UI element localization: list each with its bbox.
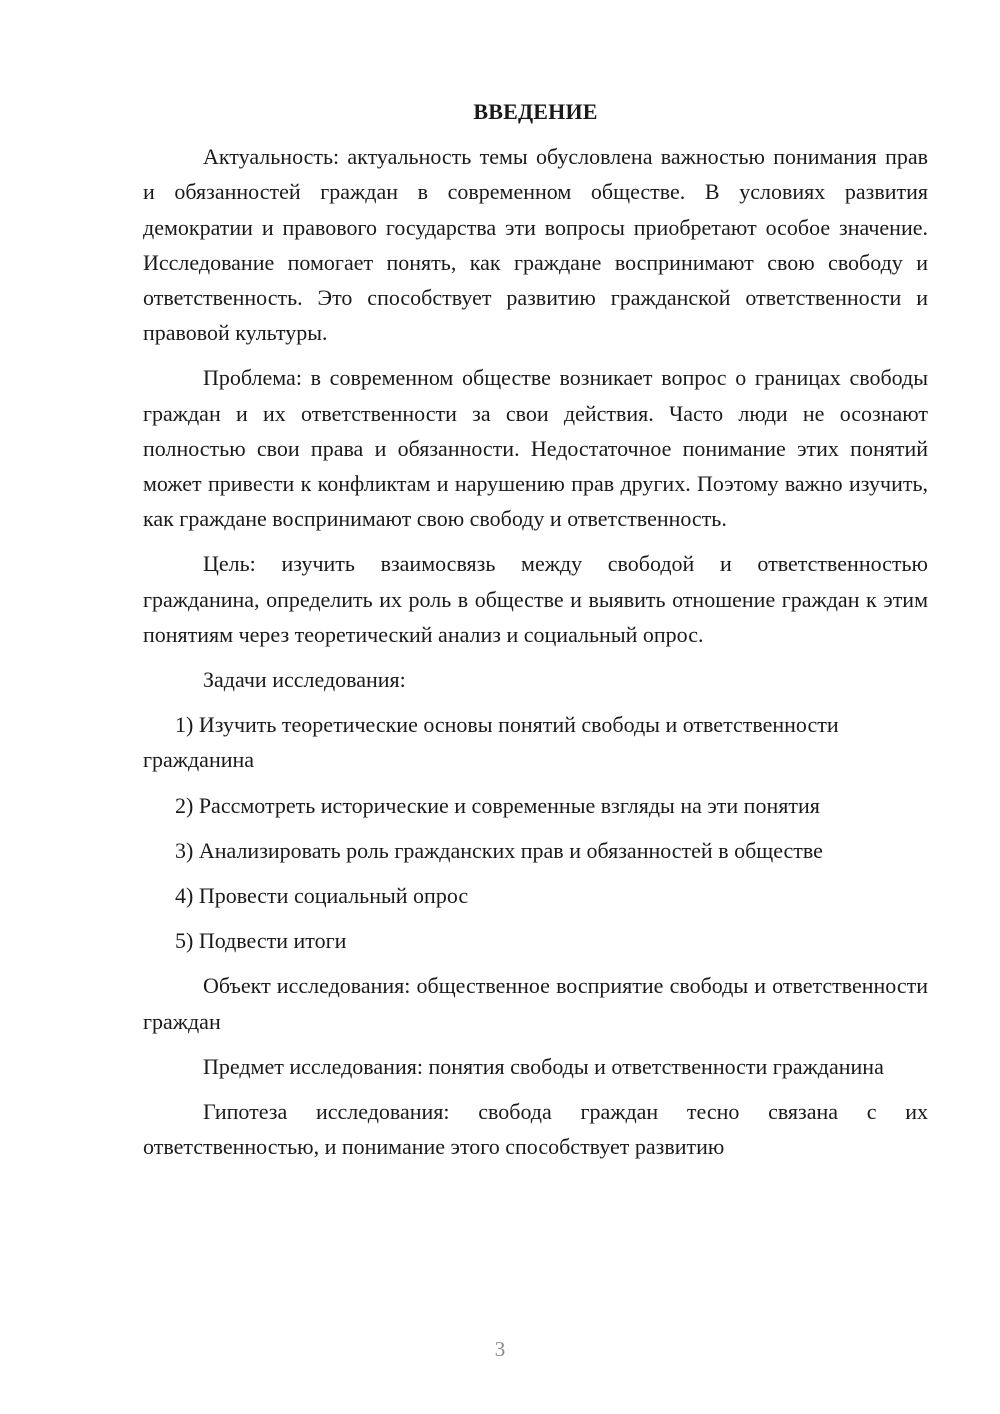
hypothesis-paragraph: Гипотеза исследования: свобода граждан тесно связана с их ответственностью, и понимание этого способствует развитию [143,1099,928,1160]
page-number: 3 [494,1337,506,1361]
task-item-4: 4) Провести социальный опрос [175,883,469,909]
tasks-heading: Задачи исследования: [203,667,406,693]
goal-paragraph: Цель: изучить взаимосвязь между свободой и ответственностью гражданина, определить их роль в обществе и выявить отношение граждан к этим понятиям через теоретический анализ и социальный опрос. [143,551,928,647]
problem-paragraph: Проблема: в современном обществе возникает вопрос о границах свободы граждан и их ответственности за свои действия. Часто люди не осознают полностью свои права и обязанности. Недостаточное понимание этих понятий может привести к конфликтам и нарушению прав других. Поэтому важно изучить, как граждане воспринимают свою свободу и ответственность. [143,365,928,532]
object-paragraph: Объект исследования: общественное восприятие свободы и ответственности граждан [143,973,928,1034]
task-item-5: 5) Подвести итоги [175,928,347,954]
page-title: ВВЕДЕНИЕ [473,99,598,124]
relevance-paragraph: Актуальность: актуальность темы обусловлена важностью понимания прав и обязанностей граждан в современном обществе. В условиях развития демократии и правового государства эти вопросы приобретают особое значение. Исследование помогает понять, как граждане воспринимают свою свободу и ответственность. Это способствует развитию гражданской ответственности и правовой культуры. [143,144,928,346]
task-item-3: 3) Анализировать роль гражданских прав и обязанностей в обществе [175,837,823,863]
task-item-1: 1) Изучить теоретические основы понятий свободы и ответственности гражданина [143,712,839,773]
task-item-2: 2) Рассмотреть исторические и современные взгляды на эти понятия [175,792,820,818]
subject-paragraph: Предмет исследования: понятия свободы и ответственности гражданина [203,1053,884,1079]
